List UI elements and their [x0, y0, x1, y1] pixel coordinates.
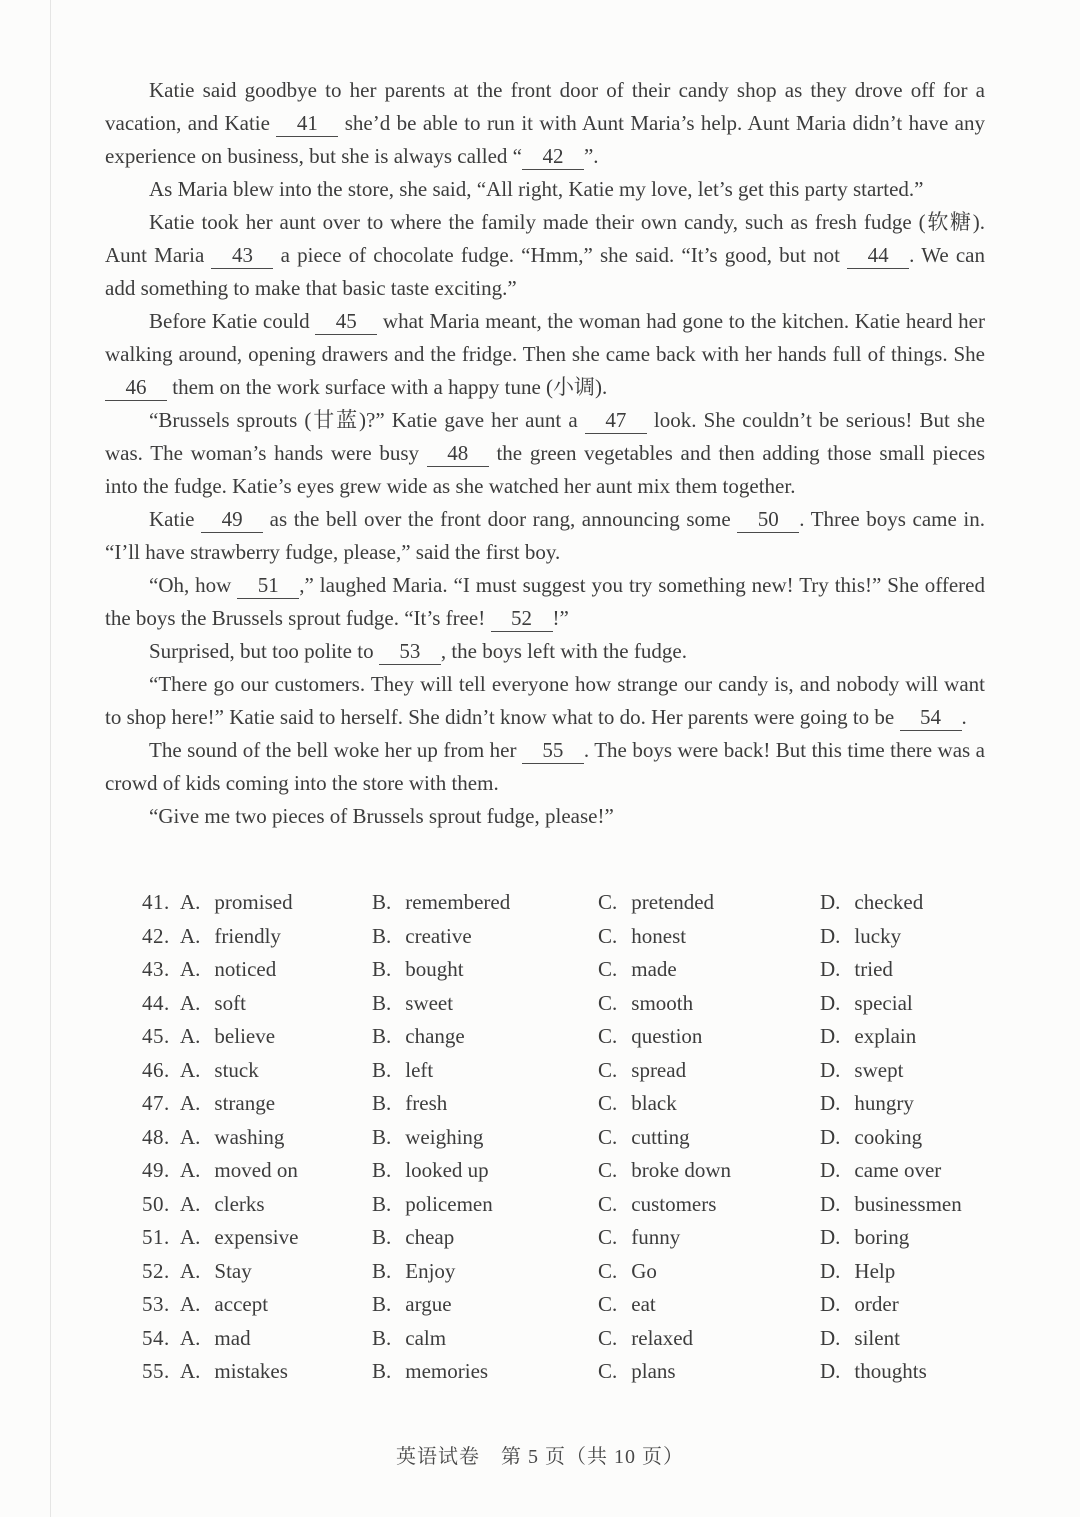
- question-row-43: [142, 957, 1042, 991]
- option-text: Go: [631, 1258, 657, 1283]
- option-label: B.: [372, 1325, 392, 1350]
- option-text: Enjoy: [405, 1258, 456, 1283]
- question-row-49: [142, 1158, 1042, 1192]
- option-48-B: [372, 1125, 598, 1150]
- option-text: question: [631, 1024, 703, 1048]
- option-text: spread: [631, 1057, 687, 1082]
- question-number: 47.: [142, 1091, 170, 1115]
- option-text: checked: [854, 890, 924, 914]
- option-label: D.: [820, 957, 841, 981]
- option-text: Stay: [214, 1258, 252, 1283]
- option-44-B: [372, 991, 598, 1016]
- option-label: D.: [820, 1191, 841, 1216]
- option-label: A.: [180, 923, 201, 948]
- question-number: 42.: [142, 923, 170, 948]
- option-44-A: [180, 991, 372, 1016]
- option-label: C.: [598, 1057, 618, 1082]
- cloze-blank-47: 47: [585, 408, 647, 434]
- option-label: C.: [598, 957, 618, 981]
- option-label: D.: [820, 990, 841, 1015]
- option-text: mad: [214, 1325, 251, 1350]
- option-label: B.: [372, 1258, 392, 1283]
- option-text: businessmen: [854, 1191, 962, 1216]
- question-row-41: [142, 890, 1042, 924]
- option-label: B.: [372, 1225, 392, 1249]
- passage-paragraph: The sound of the bell woke her up from her 55 . The boys were back! But this time there was a crowd of kids coming into the store with them.: [105, 738, 985, 795]
- option-text: left: [405, 1057, 434, 1082]
- option-text: calm: [405, 1325, 447, 1350]
- option-text: believe: [214, 1024, 276, 1048]
- option-label: A.: [180, 1325, 201, 1350]
- option-text: thoughts: [854, 1359, 927, 1383]
- option-label: B.: [372, 1124, 392, 1149]
- option-46-B: [372, 1058, 598, 1083]
- option-47-D: [820, 1091, 1042, 1116]
- option-54-C: [598, 1326, 820, 1351]
- passage-paragraph: Katie said goodbye to her parents at the front door of their candy shop as they drove off for a vacation, and Katie 41 she’d be able to run it with Aunt Maria’s help. Aunt Maria didn’t have any experience on business, but she is always called “ 42 ”.: [105, 78, 985, 168]
- option-label: B.: [372, 1158, 392, 1182]
- option-label: D.: [820, 1325, 841, 1350]
- option-label: B.: [372, 957, 392, 981]
- option-label: D.: [820, 923, 841, 948]
- passage: [105, 74, 985, 833]
- option-text: noticed: [214, 957, 277, 981]
- option-53-D: [820, 1292, 1042, 1317]
- option-44-D: [820, 991, 1042, 1016]
- option-55-A: [180, 1359, 372, 1384]
- question-number: 43.: [142, 957, 170, 981]
- question-number: 46.: [142, 1057, 170, 1082]
- option-text: clerks: [214, 1191, 265, 1216]
- option-label: D.: [820, 1258, 841, 1283]
- option-51-D: [820, 1225, 1042, 1250]
- option-label: B.: [372, 1024, 392, 1048]
- question-row-53: [142, 1292, 1042, 1326]
- option-text: strange: [214, 1091, 276, 1115]
- option-49-A: [180, 1158, 372, 1183]
- option-52-A: [180, 1259, 372, 1284]
- option-text: cooking: [854, 1124, 923, 1149]
- option-label: C.: [598, 1325, 618, 1350]
- cloze-blank-45: 45: [315, 309, 377, 335]
- option-41-A: [180, 890, 372, 915]
- option-text: washing: [214, 1124, 285, 1149]
- option-text: special: [854, 990, 913, 1015]
- option-text: funny: [631, 1225, 681, 1249]
- cloze-blank-54: 54: [900, 705, 962, 731]
- option-53-A: [180, 1292, 372, 1317]
- question-number: 53.: [142, 1292, 170, 1316]
- option-53-B: [372, 1292, 598, 1317]
- option-label: D.: [820, 1057, 841, 1082]
- question-row-52: [142, 1259, 1042, 1293]
- option-text: black: [631, 1091, 677, 1115]
- cloze-blank-53: 53: [379, 639, 441, 665]
- option-text: silent: [854, 1325, 900, 1350]
- option-text: Help: [854, 1258, 896, 1283]
- option-text: argue: [405, 1292, 452, 1316]
- option-43-D: [820, 957, 1042, 982]
- option-51-B: [372, 1225, 598, 1250]
- option-43-C: [598, 957, 820, 982]
- option-54-B: [372, 1326, 598, 1351]
- option-text: moved on: [214, 1158, 298, 1182]
- option-label: A.: [180, 990, 201, 1015]
- option-label: A.: [180, 1124, 201, 1149]
- question-number: 51.: [142, 1225, 170, 1249]
- option-label: D.: [820, 1292, 841, 1316]
- option-label: A.: [180, 1258, 201, 1283]
- cloze-blank-50: 50: [737, 507, 799, 533]
- question-row-44: [142, 991, 1042, 1025]
- option-41-C: [598, 890, 820, 915]
- question-row-47: [142, 1091, 1042, 1125]
- option-51-A: [180, 1225, 372, 1250]
- passage-paragraph: Before Katie could 45 what Maria meant, the woman had gone to the kitchen. Katie heard her walking around, opening drawers and the fridge. Then she came back with her hands full of things. She 46 them on the work surface with a happy tune (小调).: [105, 309, 985, 399]
- option-text: promised: [214, 890, 293, 914]
- question-number: 52.: [142, 1258, 170, 1283]
- option-46-C: [598, 1058, 820, 1083]
- option-text: plans: [631, 1359, 676, 1383]
- option-50-D: [820, 1192, 1042, 1217]
- question-number: 49.: [142, 1158, 170, 1182]
- option-label: B.: [372, 1359, 392, 1383]
- option-label: C.: [598, 1091, 618, 1115]
- option-53-C: [598, 1292, 820, 1317]
- option-text: sweet: [405, 990, 454, 1015]
- option-label: D.: [820, 1124, 841, 1149]
- option-text: accept: [214, 1292, 269, 1316]
- option-42-C: [598, 924, 820, 949]
- cloze-blank-49: 49: [201, 507, 263, 533]
- option-label: D.: [820, 1158, 841, 1182]
- option-label: C.: [598, 890, 618, 914]
- option-41-D: [820, 890, 1042, 915]
- option-text: came over: [854, 1158, 942, 1182]
- option-label: C.: [598, 1024, 618, 1048]
- option-text: explain: [854, 1024, 917, 1048]
- option-label: D.: [820, 890, 841, 914]
- option-label: A.: [180, 1292, 201, 1316]
- option-label: D.: [820, 1024, 841, 1048]
- option-text: remembered: [405, 890, 511, 914]
- cloze-blank-44: 44: [847, 243, 909, 269]
- passage-paragraph: Katie took her aunt over to where the family made their own candy, such as fresh fudge (软糖). Aunt Maria 43 a piece of chocolate fudge. “Hmm,” she said. “It’s good, but not 44 . We can add something to make that basic taste exciting.”: [105, 210, 985, 300]
- option-text: honest: [631, 923, 687, 948]
- option-text: change: [405, 1024, 465, 1048]
- option-text: mistakes: [214, 1359, 288, 1383]
- option-54-D: [820, 1326, 1042, 1351]
- option-text: friendly: [214, 923, 281, 948]
- option-50-C: [598, 1192, 820, 1217]
- questions: [142, 890, 1042, 1393]
- option-text: memories: [405, 1359, 489, 1383]
- option-label: C.: [598, 1225, 618, 1249]
- question-row-51: [142, 1225, 1042, 1259]
- question-number: 45.: [142, 1024, 170, 1048]
- question-row-55: [142, 1359, 1042, 1393]
- option-42-D: [820, 924, 1042, 949]
- option-47-C: [598, 1091, 820, 1116]
- option-text: soft: [214, 990, 246, 1015]
- cloze-blank-41: 41: [276, 111, 338, 137]
- option-label: A.: [180, 1158, 201, 1182]
- option-label: B.: [372, 1091, 392, 1115]
- option-45-C: [598, 1024, 820, 1049]
- question-number: 50.: [142, 1191, 170, 1216]
- option-label: A.: [180, 1057, 201, 1082]
- option-text: broke down: [631, 1158, 731, 1182]
- page-footer: 英语试卷 第 5 页（共 10 页）: [396, 1446, 684, 1468]
- cloze-blank-46: 46: [105, 375, 167, 401]
- question-row-48: [142, 1125, 1042, 1159]
- option-text: pretended: [631, 890, 715, 914]
- option-text: looked up: [405, 1158, 489, 1182]
- option-52-D: [820, 1259, 1042, 1284]
- option-48-D: [820, 1125, 1042, 1150]
- option-45-D: [820, 1024, 1042, 1049]
- option-label: C.: [598, 923, 618, 948]
- option-text: order: [854, 1292, 899, 1316]
- option-label: D.: [820, 1091, 841, 1115]
- option-49-D: [820, 1158, 1042, 1183]
- option-text: cheap: [405, 1225, 455, 1249]
- option-label: C.: [598, 1124, 618, 1149]
- option-45-A: [180, 1024, 372, 1049]
- option-text: fresh: [405, 1091, 448, 1115]
- option-43-A: [180, 957, 372, 982]
- option-49-B: [372, 1158, 598, 1183]
- option-label: C.: [598, 990, 618, 1015]
- option-46-A: [180, 1058, 372, 1083]
- passage-paragraph: As Maria blew into the store, she said, “All right, Katie my love, let’s get this party started.”: [149, 177, 924, 201]
- option-label: C.: [598, 1191, 618, 1216]
- question-number: 55.: [142, 1359, 170, 1383]
- option-label: A.: [180, 1225, 201, 1249]
- option-55-D: [820, 1359, 1042, 1384]
- option-52-C: [598, 1259, 820, 1284]
- option-48-C: [598, 1125, 820, 1150]
- option-text: customers: [631, 1191, 717, 1216]
- passage-paragraph: “Oh, how 51 ,” laughed Maria. “I must suggest you try something new! Try this!” She offered the boys the Brussels sprout fudge. “It’s free! 52 !”: [105, 573, 985, 630]
- question-number: 48.: [142, 1124, 170, 1149]
- option-text: lucky: [854, 923, 902, 948]
- question-row-46: [142, 1058, 1042, 1092]
- option-label: B.: [372, 1057, 392, 1082]
- option-label: B.: [372, 990, 392, 1015]
- option-label: A.: [180, 1024, 201, 1048]
- option-51-C: [598, 1225, 820, 1250]
- question-row-42: [142, 924, 1042, 958]
- option-55-C: [598, 1359, 820, 1384]
- option-52-B: [372, 1259, 598, 1284]
- option-43-B: [372, 957, 598, 982]
- option-label: C.: [598, 1258, 618, 1283]
- option-44-C: [598, 991, 820, 1016]
- option-label: A.: [180, 1091, 201, 1115]
- cloze-blank-55: 55: [522, 738, 584, 764]
- cloze-blank-48: 48: [427, 441, 489, 467]
- option-label: B.: [372, 1191, 392, 1216]
- option-label: C.: [598, 1158, 618, 1182]
- question-row-45: [142, 1024, 1042, 1058]
- option-label: D.: [820, 1359, 841, 1383]
- question-row-50: [142, 1192, 1042, 1226]
- option-49-C: [598, 1158, 820, 1183]
- option-label: A.: [180, 957, 201, 981]
- scan-artifact-line: [50, 0, 51, 1517]
- option-text: hungry: [854, 1091, 914, 1115]
- option-45-B: [372, 1024, 598, 1049]
- cloze-blank-52: 52: [491, 606, 553, 632]
- option-label: B.: [372, 890, 392, 914]
- option-text: bought: [405, 957, 464, 981]
- option-47-A: [180, 1091, 372, 1116]
- option-text: eat: [631, 1292, 656, 1316]
- option-46-D: [820, 1058, 1042, 1083]
- option-label: C.: [598, 1292, 618, 1316]
- option-50-A: [180, 1192, 372, 1217]
- option-label: C.: [598, 1359, 618, 1383]
- option-42-B: [372, 924, 598, 949]
- cloze-blank-43: 43: [211, 243, 273, 269]
- option-text: policemen: [405, 1191, 493, 1216]
- option-55-B: [372, 1359, 598, 1384]
- option-text: weighing: [405, 1124, 484, 1149]
- cloze-blank-51: 51: [237, 573, 299, 599]
- option-47-B: [372, 1091, 598, 1116]
- option-text: cutting: [631, 1124, 690, 1149]
- option-50-B: [372, 1192, 598, 1217]
- cloze-blank-42: 42: [522, 144, 584, 170]
- option-label: B.: [372, 923, 392, 948]
- option-text: swept: [854, 1057, 904, 1082]
- option-text: smooth: [631, 990, 694, 1015]
- option-label: A.: [180, 890, 201, 914]
- option-label: A.: [180, 1191, 201, 1216]
- option-label: A.: [180, 1359, 201, 1383]
- question-number: 54.: [142, 1325, 170, 1350]
- question-number: 41.: [142, 890, 170, 914]
- option-48-A: [180, 1125, 372, 1150]
- option-text: expensive: [214, 1225, 299, 1249]
- passage-paragraph: “Give me two pieces of Brussels sprout fudge, please!”: [149, 804, 614, 828]
- question-row-54: [142, 1326, 1042, 1360]
- option-41-B: [372, 890, 598, 915]
- passage-paragraph: “Brussels sprouts (甘蓝)?” Katie gave her aunt a 47 look. She couldn’t be serious! But she was. The woman’s hands were busy 48 the green vegetables and then adding those small pieces into the fudge. Katie’s eyes grew wide as she watched her aunt mix them together.: [105, 408, 985, 498]
- option-text: stuck: [214, 1057, 259, 1082]
- option-text: made: [631, 957, 677, 981]
- question-number: 44.: [142, 990, 170, 1015]
- option-label: B.: [372, 1292, 392, 1316]
- option-text: relaxed: [631, 1325, 694, 1350]
- option-text: tried: [854, 957, 893, 981]
- option-text: creative: [405, 923, 472, 948]
- passage-paragraph: Surprised, but too polite to 53 , the boys left with the fudge.: [149, 639, 687, 663]
- option-42-A: [180, 924, 372, 949]
- passage-paragraph: Katie 49 as the bell over the front door rang, announcing some 50 . Three boys came in. “I’ll have strawberry fudge, please,” said the first boy.: [105, 507, 985, 564]
- option-label: D.: [820, 1225, 841, 1249]
- passage-paragraph: “There go our customers. They will tell everyone how strange our candy is, and nobody will want to shop here!” Katie said to herself. She didn’t know what to do. Her parents were going to be 54 .: [105, 672, 985, 729]
- option-text: boring: [854, 1225, 910, 1249]
- option-54-A: [180, 1326, 372, 1351]
